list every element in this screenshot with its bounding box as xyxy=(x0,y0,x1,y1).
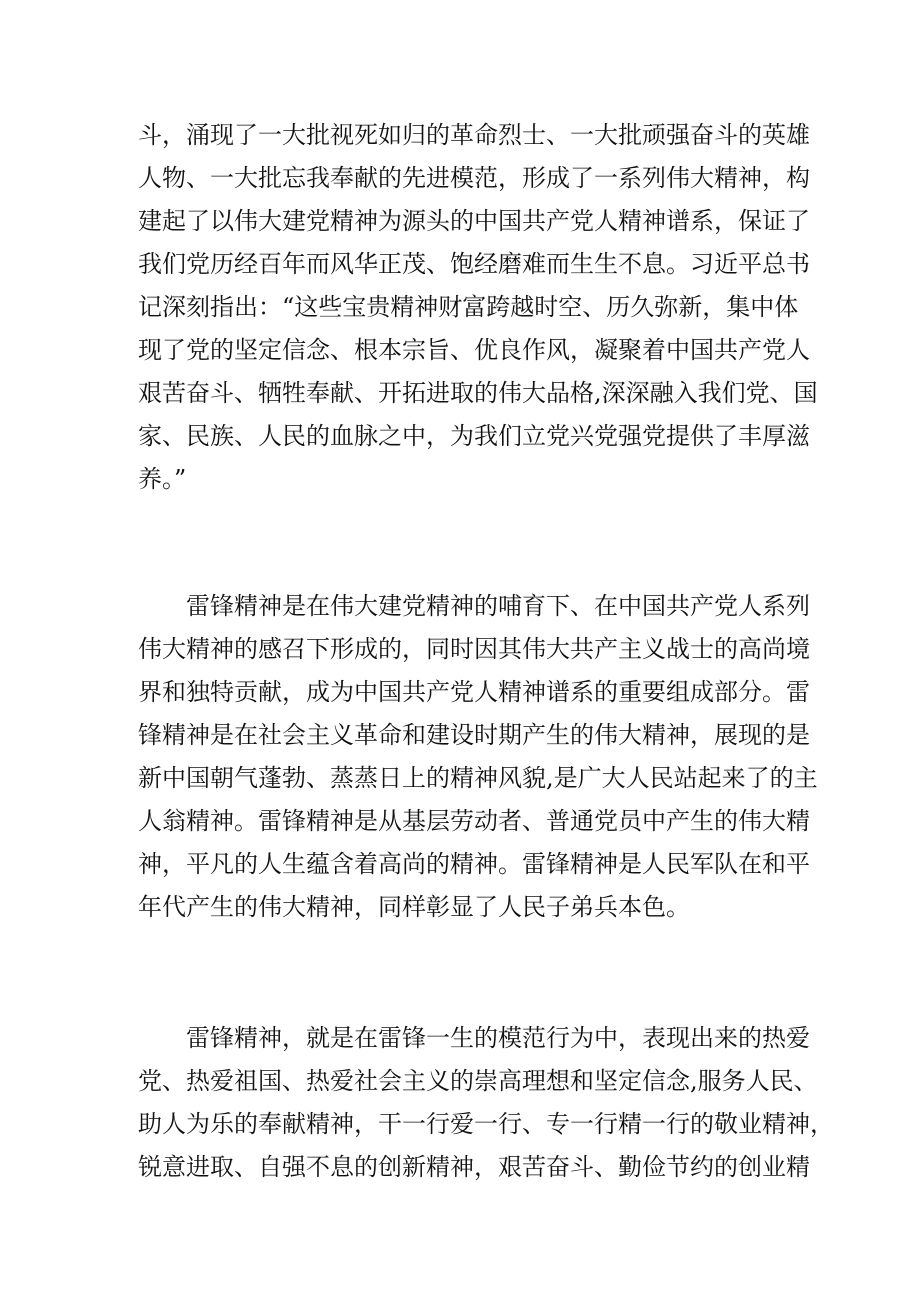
text-line: 神，平凡的人生蕴含着高尚的精神。雷锋精神是人民军队在和平 xyxy=(138,850,810,878)
text-line: 艰苦奋斗、牺牲奉献、开拓进取的伟大品格,深深融入我们党、国 xyxy=(138,379,818,407)
text-line: 伟大精神的感召下形成的，同时因其伟大共产主义战士的高尚境 xyxy=(138,635,810,663)
text-line: 界和独特贡献，成为中国共产党人精神谱系的重要组成部分。雷 xyxy=(138,678,810,706)
text-line: 新中国朝气蓬勃、蒸蒸日上的精神风貌,是广大人民站起来了的主 xyxy=(138,764,818,792)
text-line: 现了党的坚定信念、根本宗旨、优良作风，凝聚着中国共产党人 xyxy=(138,336,810,364)
text-line-first: 雷锋精神是在伟大建党精神的哺育下、在中国共产党人系列 xyxy=(186,592,810,620)
text-line: 人翁精神。雷锋精神是从基层劳动者、普通党员中产生的伟大精 xyxy=(138,807,810,835)
text-line: 党、热爱祖国、热爱社会主义的崇高理想和坚定信念,服务人民、 xyxy=(138,1067,818,1095)
paragraph-3 xyxy=(138,1017,838,1189)
text-line-first: 雷锋精神，就是在雷锋一生的模范行为中，表现出来的热爱 xyxy=(186,1024,810,1052)
text-line: 年代产生的伟大精神，同样彰显了人民子弟兵本色。 xyxy=(138,893,690,921)
text-line: 锐意进取、自强不息的创新精神，艰苦奋斗、勤俭节约的创业精 xyxy=(138,1153,810,1181)
text-line: 养。” xyxy=(138,465,187,493)
paragraph-2 xyxy=(138,585,838,929)
text-line: 建起了以伟大建党精神为源头的中国共产党人精神谱系，保证了 xyxy=(138,207,810,235)
text-line: 助人为乐的奉献精神，干一行爱一行、专一行精一行的敬业精神， xyxy=(138,1110,834,1138)
text-line: 记深刻指出：“这些宝贵精神财富跨越时空、历久弥新，集中体 xyxy=(138,293,799,321)
text-line: 我们党历经百年而风华正茂、饱经磨难而生生不息。习近平总书 xyxy=(138,250,810,278)
text-line: 家、民族、人民的血脉之中，为我们立党兴党强党提供了丰厚滋 xyxy=(138,422,810,450)
paragraph-1 xyxy=(138,114,838,501)
text-line: 斗，涌现了一大批视死如归的革命烈士、一大批顽强奋斗的英雄 xyxy=(138,121,810,149)
text-line: 人物、一大批忘我奉献的先进模范，形成了一系列伟大精神，构 xyxy=(138,164,810,192)
text-line: 锋精神是在社会主义革命和建设时期产生的伟大精神，展现的是 xyxy=(138,721,810,749)
